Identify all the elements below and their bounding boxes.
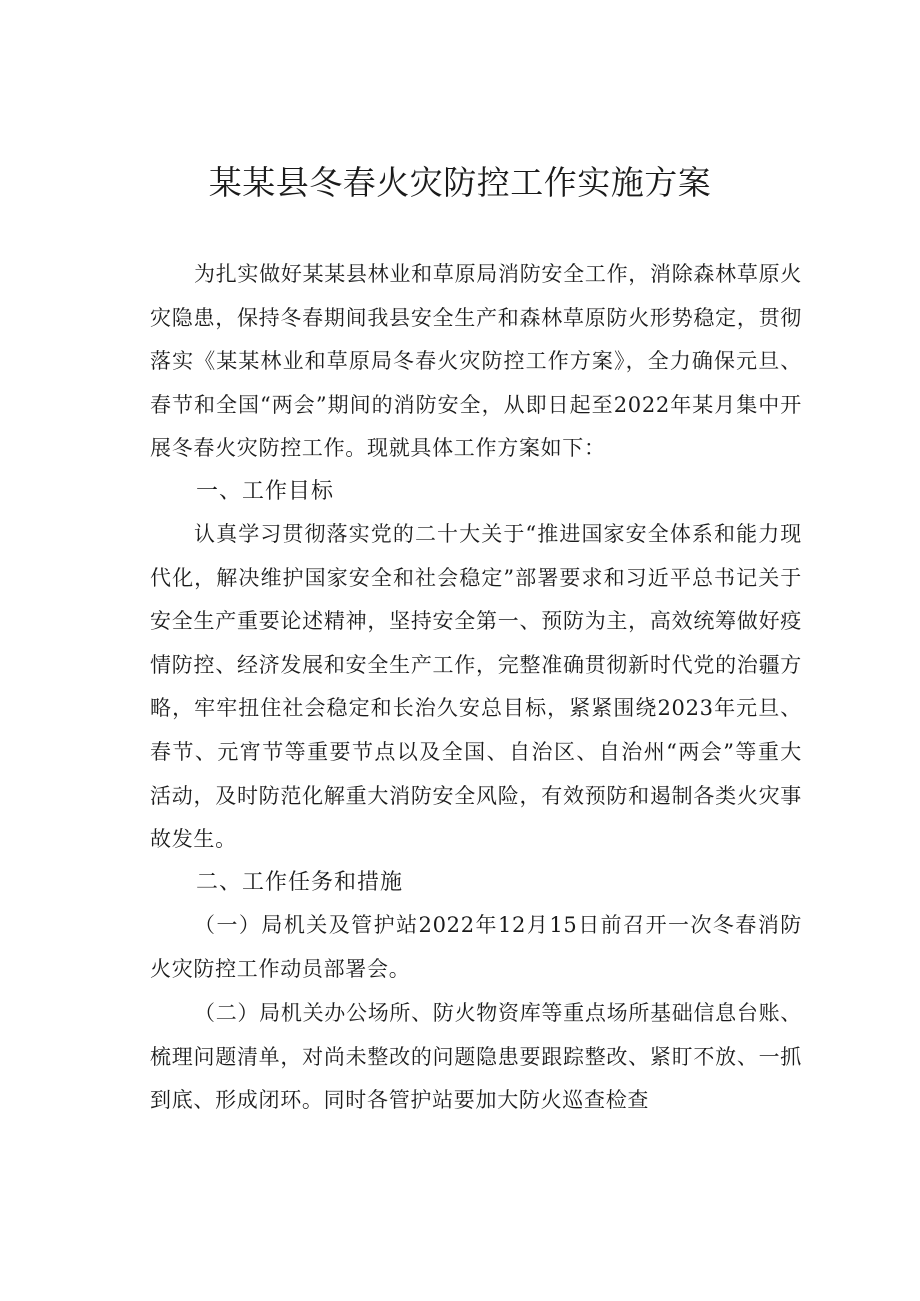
task-paragraph-2: （二）局机关办公场所、防火物资库等重点场所基础信息台账、梳理问题清单，对尚未整改的问题隐患要跟踪整改、紧盯不放、一抓到底、形成闭环。同时各管护站要加大防火巡查检查 (150, 1001, 802, 1113)
goals-paragraph: 认真学习贯彻落实党的二十大关于“推进国家安全体系和能力现代化，解决维护国家安全和社会稳定”部署要求和习近平总书记关于安全生产重要论述精神，坚持安全第一、预防为主，高效统筹做好疫情防控、经济发展和安全生产工作，完整准确贯彻新时代党的治疆方略，牢牢扭住社会稳定和长治久安总目标，紧紧围绕2023年元旦、春节、元宵节等重要节点以及全国、自治区、自治州“两会”等重大活动，及时防范化解重大消防安全风险，有效预防和遏制各类火灾事故发生。 (150, 522, 802, 852)
task-paragraph-1: （一）局机关及管护站2022年12月15日前召开一次冬春消防火灾防控工作动员部署会。 (150, 913, 802, 981)
section-heading-tasks: 二、工作任务和措施 (196, 870, 404, 895)
section-heading-goals: 一、工作目标 (196, 479, 335, 504)
intro-paragraph: 为扎实做好某某县林业和草原局消防安全工作，消除森林草原火灾隐患，保持冬春期间我县安全生产和森林草原防火形势稳定，贯彻落实《某某林业和草原局冬春火灾防控工作方案》，全力确保元旦、春节和全国“两会”期间的消防安全，从即日起至2022年某月集中开展冬春火灾防控工作。现就具体工作方案如下： (150, 262, 803, 461)
document-title: 某某县冬春火灾防控工作实施方案 (208, 163, 712, 202)
